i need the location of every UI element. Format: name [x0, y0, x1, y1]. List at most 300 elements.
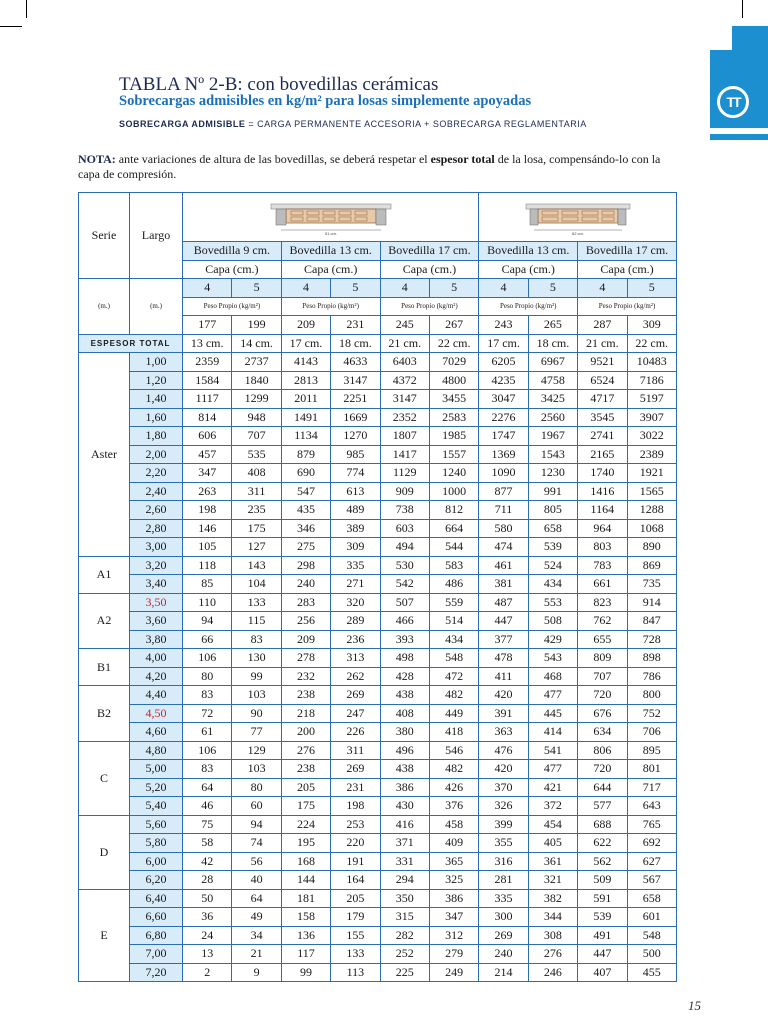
load-value: 4717: [578, 390, 627, 409]
largo-cell: 6,00: [130, 852, 183, 871]
load-value: 34: [232, 926, 281, 945]
largo-cell: 4,00: [130, 649, 183, 668]
load-value: 548: [429, 649, 478, 668]
largo-cell: 2,80: [130, 519, 183, 538]
load-value: 316: [479, 852, 528, 871]
load-value: 2011: [281, 390, 330, 409]
load-value: 477: [528, 686, 577, 705]
largo-cell: 3,80: [130, 630, 183, 649]
load-value: 386: [429, 889, 478, 908]
load-value: 226: [331, 723, 380, 742]
crop-mark: [742, 0, 743, 18]
load-value: 365: [429, 852, 478, 871]
load-value: 580: [479, 519, 528, 538]
load-value: 218: [281, 704, 330, 723]
load-value: 115: [232, 612, 281, 631]
load-value: 133: [331, 945, 380, 964]
largo-cell: 7,00: [130, 945, 183, 964]
load-value: 664: [429, 519, 478, 538]
load-value: 214: [479, 963, 528, 982]
load-value: 601: [627, 908, 676, 927]
load-value: 553: [528, 593, 577, 612]
load-value: 1230: [528, 464, 577, 483]
load-value: 103: [232, 686, 281, 705]
load-value: 2583: [429, 408, 478, 427]
load-value: 567: [627, 871, 676, 890]
load-value: 1417: [380, 445, 429, 464]
largo-cell: 4,40: [130, 686, 183, 705]
load-value: 168: [281, 852, 330, 871]
table-row: [79, 815, 677, 834]
load-value: 283: [281, 593, 330, 612]
load-value: 6205: [479, 353, 528, 372]
load-value: 1740: [578, 464, 627, 483]
peso-propio-value: 265: [528, 316, 577, 335]
espesor-value: 18 cm.: [331, 334, 380, 353]
load-value: 238: [281, 686, 330, 705]
load-value: 10483: [627, 353, 676, 372]
load-value: 1807: [380, 427, 429, 446]
table-row: [79, 723, 677, 742]
load-value: 6967: [528, 353, 577, 372]
load-value: 814: [183, 408, 232, 427]
load-value: 438: [380, 760, 429, 779]
largo-cell: 1,00: [130, 353, 183, 372]
load-value: 414: [528, 723, 577, 742]
load-value: 3425: [528, 390, 577, 409]
load-value: 1985: [429, 427, 478, 446]
load-value: 542: [380, 575, 429, 594]
load-value: 890: [627, 538, 676, 557]
load-value: 482: [429, 686, 478, 705]
load-value: 717: [627, 778, 676, 797]
load-value: 1164: [578, 501, 627, 520]
load-value: 627: [627, 852, 676, 871]
load-value: 21: [232, 945, 281, 964]
table-row: [79, 760, 677, 779]
load-value: 1288: [627, 501, 676, 520]
load-value: 420: [479, 760, 528, 779]
load-value: 847: [627, 612, 676, 631]
load-value: 5197: [627, 390, 676, 409]
load-value: 130: [232, 649, 281, 668]
load-value: 429: [528, 630, 577, 649]
table-row: [79, 889, 677, 908]
load-value: 220: [331, 834, 380, 853]
crop-mark: [26, 0, 27, 18]
load-value: 2: [183, 963, 232, 982]
load-value: 655: [578, 630, 627, 649]
largo-cell: 4,20: [130, 667, 183, 686]
load-value: 129: [232, 741, 281, 760]
load-value: 692: [627, 834, 676, 853]
load-value: 476: [479, 741, 528, 760]
table-row: [79, 464, 677, 483]
load-value: 1669: [331, 408, 380, 427]
load-value: 247: [331, 704, 380, 723]
table-row: [79, 704, 677, 723]
serie-cell: D: [79, 815, 130, 889]
load-value: 1967: [528, 427, 577, 446]
load-value: 800: [627, 686, 676, 705]
load-value: 500: [627, 945, 676, 964]
dimension-label: 51 cm.: [324, 230, 337, 236]
load-value: 127: [232, 538, 281, 557]
capa-value: 4: [380, 279, 429, 298]
load-value: 676: [578, 704, 627, 723]
table-row: [79, 519, 677, 538]
load-value: 175: [281, 797, 330, 816]
table-row: [79, 649, 677, 668]
peso-propio-value: 231: [331, 316, 380, 335]
load-value: 271: [331, 575, 380, 594]
load-value: 94: [232, 815, 281, 834]
table-row: [79, 575, 677, 594]
table-row: [79, 556, 677, 575]
load-table: [78, 192, 677, 982]
table-row: [79, 963, 677, 982]
load-value: 61: [183, 723, 232, 742]
table-row: [79, 427, 677, 446]
load-value: 3047: [479, 390, 528, 409]
load-value: 428: [380, 667, 429, 686]
load-value: 40: [232, 871, 281, 890]
load-value: 786: [627, 667, 676, 686]
load-value: 2359: [183, 353, 232, 372]
table-row: [79, 445, 677, 464]
capa-label: Capa (cm.): [281, 260, 380, 279]
load-value: 1416: [578, 482, 627, 501]
load-value: 661: [578, 575, 627, 594]
load-value: 541: [528, 741, 577, 760]
load-value: 2813: [281, 371, 330, 390]
load-value: 363: [479, 723, 528, 742]
load-value: 447: [578, 945, 627, 964]
load-value: 1299: [232, 390, 281, 409]
load-value: 1565: [627, 482, 676, 501]
load-value: 877: [479, 482, 528, 501]
load-value: 418: [429, 723, 478, 742]
load-value: 238: [281, 760, 330, 779]
load-value: 205: [331, 889, 380, 908]
load-value: 491: [578, 926, 627, 945]
serie-cell: A1: [79, 556, 130, 593]
load-value: 409: [429, 834, 478, 853]
largo-cell: 4,60: [130, 723, 183, 742]
slab-section-icon: [518, 194, 638, 236]
load-value: 914: [627, 593, 676, 612]
load-value: 539: [528, 538, 577, 557]
load-value: 438: [380, 686, 429, 705]
load-value: 90: [232, 704, 281, 723]
load-value: 720: [578, 760, 627, 779]
table-row: [79, 797, 677, 816]
capa-value: 4: [578, 279, 627, 298]
load-value: 246: [528, 963, 577, 982]
largo-cell: 1,60: [130, 408, 183, 427]
load-value: 113: [331, 963, 380, 982]
capa-label: Capa (cm.): [183, 260, 282, 279]
load-value: 370: [479, 778, 528, 797]
load-value: 331: [380, 852, 429, 871]
load-value: 143: [232, 556, 281, 575]
load-value: 2560: [528, 408, 577, 427]
load-value: 300: [479, 908, 528, 927]
load-value: 1557: [429, 445, 478, 464]
load-value: 1068: [627, 519, 676, 538]
largo-cell: 2,40: [130, 482, 183, 501]
load-value: 262: [331, 667, 380, 686]
load-value: 869: [627, 556, 676, 575]
load-value: 42: [183, 852, 232, 871]
load-value: 80: [232, 778, 281, 797]
largo-cell: 4,50: [130, 704, 183, 723]
peso-propio-value: 177: [183, 316, 232, 335]
load-value: 347: [183, 464, 232, 483]
capa-value: 5: [429, 279, 478, 298]
load-value: 4143: [281, 353, 330, 372]
load-value: 1369: [479, 445, 528, 464]
load-value: 466: [380, 612, 429, 631]
largo-cell: 4,80: [130, 741, 183, 760]
load-value: 380: [380, 723, 429, 742]
table-row: [79, 593, 677, 612]
load-value: 28: [183, 871, 232, 890]
load-value: 478: [479, 649, 528, 668]
load-value: 3455: [429, 390, 478, 409]
largo-cell: 5,80: [130, 834, 183, 853]
load-value: 83: [232, 630, 281, 649]
largo-unit: (m.): [130, 279, 183, 335]
load-value: 783: [578, 556, 627, 575]
peso-propio-label: Peso Propio (kg/m²): [479, 297, 578, 316]
load-value: 461: [479, 556, 528, 575]
load-value: 58: [183, 834, 232, 853]
load-value: 1129: [380, 464, 429, 483]
load-value: 457: [183, 445, 232, 464]
peso-propio-label: Peso Propio (kg/m²): [578, 297, 677, 316]
load-value: 1921: [627, 464, 676, 483]
serie-cell: C: [79, 741, 130, 815]
load-value: 269: [479, 926, 528, 945]
largo-cell: 2,00: [130, 445, 183, 464]
capa-value: 4: [183, 279, 232, 298]
load-value: 546: [429, 741, 478, 760]
load-value: 411: [479, 667, 528, 686]
slab-diagram-51: [183, 193, 479, 242]
peso-propio-label: Peso Propio (kg/m²): [380, 297, 479, 316]
serie-cell: B2: [79, 686, 130, 742]
page-title: TABLA Nº 2-B: con bovedillas cerámicas: [119, 74, 439, 95]
load-value: 801: [627, 760, 676, 779]
load-value: 809: [578, 649, 627, 668]
load-value: 325: [429, 871, 478, 890]
load-value: 622: [578, 834, 627, 853]
capa-value: 4: [479, 279, 528, 298]
largo-cell: 5,20: [130, 778, 183, 797]
load-value: 276: [528, 945, 577, 964]
load-value: 430: [380, 797, 429, 816]
peso-propio-value: 245: [380, 316, 429, 335]
load-value: 2165: [578, 445, 627, 464]
load-value: 308: [528, 926, 577, 945]
load-value: 489: [331, 501, 380, 520]
load-value: 3907: [627, 408, 676, 427]
load-value: 2251: [331, 390, 380, 409]
espesor-value: 18 cm.: [528, 334, 577, 353]
peso-propio-value: 209: [281, 316, 330, 335]
bovedilla-header: Bovedilla 13 cm.: [281, 242, 380, 261]
table-row: [79, 741, 677, 760]
load-value: 344: [528, 908, 577, 927]
load-value: 2352: [380, 408, 429, 427]
load-value: 823: [578, 593, 627, 612]
load-value: 735: [627, 575, 676, 594]
load-value: 376: [429, 797, 478, 816]
load-value: 449: [429, 704, 478, 723]
peso-propio-value: 287: [578, 316, 627, 335]
load-value: 347: [429, 908, 478, 927]
load-value: 711: [479, 501, 528, 520]
slab-diagram-62: [479, 193, 677, 242]
load-value: 281: [479, 871, 528, 890]
load-value: 74: [232, 834, 281, 853]
load-value: 762: [578, 612, 627, 631]
load-value: 117: [281, 945, 330, 964]
load-value: 94: [183, 612, 232, 631]
load-value: 46: [183, 797, 232, 816]
load-value: 75: [183, 815, 232, 834]
load-value: 106: [183, 741, 232, 760]
load-value: 507: [380, 593, 429, 612]
table-row: [79, 834, 677, 853]
load-value: 9521: [578, 353, 627, 372]
load-value: 335: [331, 556, 380, 575]
load-value: 181: [281, 889, 330, 908]
largo-cell: 3,60: [130, 612, 183, 631]
formula-line: SOBRECARGA ADMISIBLE = CARGA PERMANENTE ACCESORIA + SOBRECARGA REGLAMENTARIA: [119, 119, 587, 129]
load-value: 548: [627, 926, 676, 945]
table-row: [79, 871, 677, 890]
load-value: 577: [578, 797, 627, 816]
load-value: 1134: [281, 427, 330, 446]
load-value: 64: [183, 778, 232, 797]
largo-cell: 3,00: [130, 538, 183, 557]
load-value: 509: [578, 871, 627, 890]
peso-propio-value: 199: [232, 316, 281, 335]
load-value: 7186: [627, 371, 676, 390]
load-value: 4633: [331, 353, 380, 372]
load-value: 278: [281, 649, 330, 668]
load-value: 1000: [429, 482, 478, 501]
load-value: 209: [281, 630, 330, 649]
serie-header: Serie: [79, 193, 130, 279]
load-value: 83: [183, 760, 232, 779]
load-value: 321: [528, 871, 577, 890]
peso-propio-label: Peso Propio (kg/m²): [183, 297, 282, 316]
load-value: 263: [183, 482, 232, 501]
espesor-value: 21 cm.: [578, 334, 627, 353]
load-value: 36: [183, 908, 232, 927]
load-value: 85: [183, 575, 232, 594]
peso-propio-label: Peso Propio (kg/m²): [281, 297, 380, 316]
load-value: 803: [578, 538, 627, 557]
largo-cell: 6,80: [130, 926, 183, 945]
load-value: 468: [528, 667, 577, 686]
capa-label: Capa (cm.): [380, 260, 479, 279]
load-value: 706: [627, 723, 676, 742]
load-value: 56: [232, 852, 281, 871]
load-value: 985: [331, 445, 380, 464]
load-value: 49: [232, 908, 281, 927]
load-value: 2389: [627, 445, 676, 464]
largo-cell: 5,60: [130, 815, 183, 834]
load-value: 544: [429, 538, 478, 557]
load-value: 812: [429, 501, 478, 520]
load-value: 253: [331, 815, 380, 834]
load-value: 289: [331, 612, 380, 631]
load-value: 4800: [429, 371, 478, 390]
load-value: 991: [528, 482, 577, 501]
load-value: 539: [578, 908, 627, 927]
capa-value: 5: [528, 279, 577, 298]
load-value: 320: [331, 593, 380, 612]
load-value: 774: [331, 464, 380, 483]
load-value: 350: [380, 889, 429, 908]
load-value: 279: [429, 945, 478, 964]
note-paragraph: NOTA: ante variaciones de altura de las bovedillas, se deberá respetar el espesor total de la losa, compensándo-lo con la capa de compresión.: [78, 152, 661, 181]
load-value: 106: [183, 649, 232, 668]
table-row: [79, 852, 677, 871]
load-value: 191: [331, 852, 380, 871]
largo-cell: 7,20: [130, 963, 183, 982]
load-value: 591: [578, 889, 627, 908]
table-row: [79, 390, 677, 409]
capa-value: 5: [232, 279, 281, 298]
table-row: [79, 630, 677, 649]
load-value: 445: [528, 704, 577, 723]
load-value: 386: [380, 778, 429, 797]
load-value: 311: [331, 741, 380, 760]
load-value: 298: [281, 556, 330, 575]
load-value: 524: [528, 556, 577, 575]
load-value: 1090: [479, 464, 528, 483]
load-value: 256: [281, 612, 330, 631]
load-value: 225: [380, 963, 429, 982]
load-value: 198: [331, 797, 380, 816]
load-value: 3022: [627, 427, 676, 446]
table-row: [79, 667, 677, 686]
load-value: 6403: [380, 353, 429, 372]
peso-propio-value: 309: [627, 316, 676, 335]
load-value: 477: [528, 760, 577, 779]
load-value: 405: [528, 834, 577, 853]
load-value: 408: [380, 704, 429, 723]
load-value: 311: [232, 482, 281, 501]
load-value: 146: [183, 519, 232, 538]
load-value: 752: [627, 704, 676, 723]
table-row: [79, 612, 677, 631]
table-row: [79, 371, 677, 390]
load-value: 282: [380, 926, 429, 945]
load-value: 276: [281, 741, 330, 760]
load-value: 175: [232, 519, 281, 538]
load-value: 421: [528, 778, 577, 797]
load-value: 583: [429, 556, 478, 575]
load-value: 3147: [380, 390, 429, 409]
load-value: 389: [331, 519, 380, 538]
load-value: 658: [528, 519, 577, 538]
